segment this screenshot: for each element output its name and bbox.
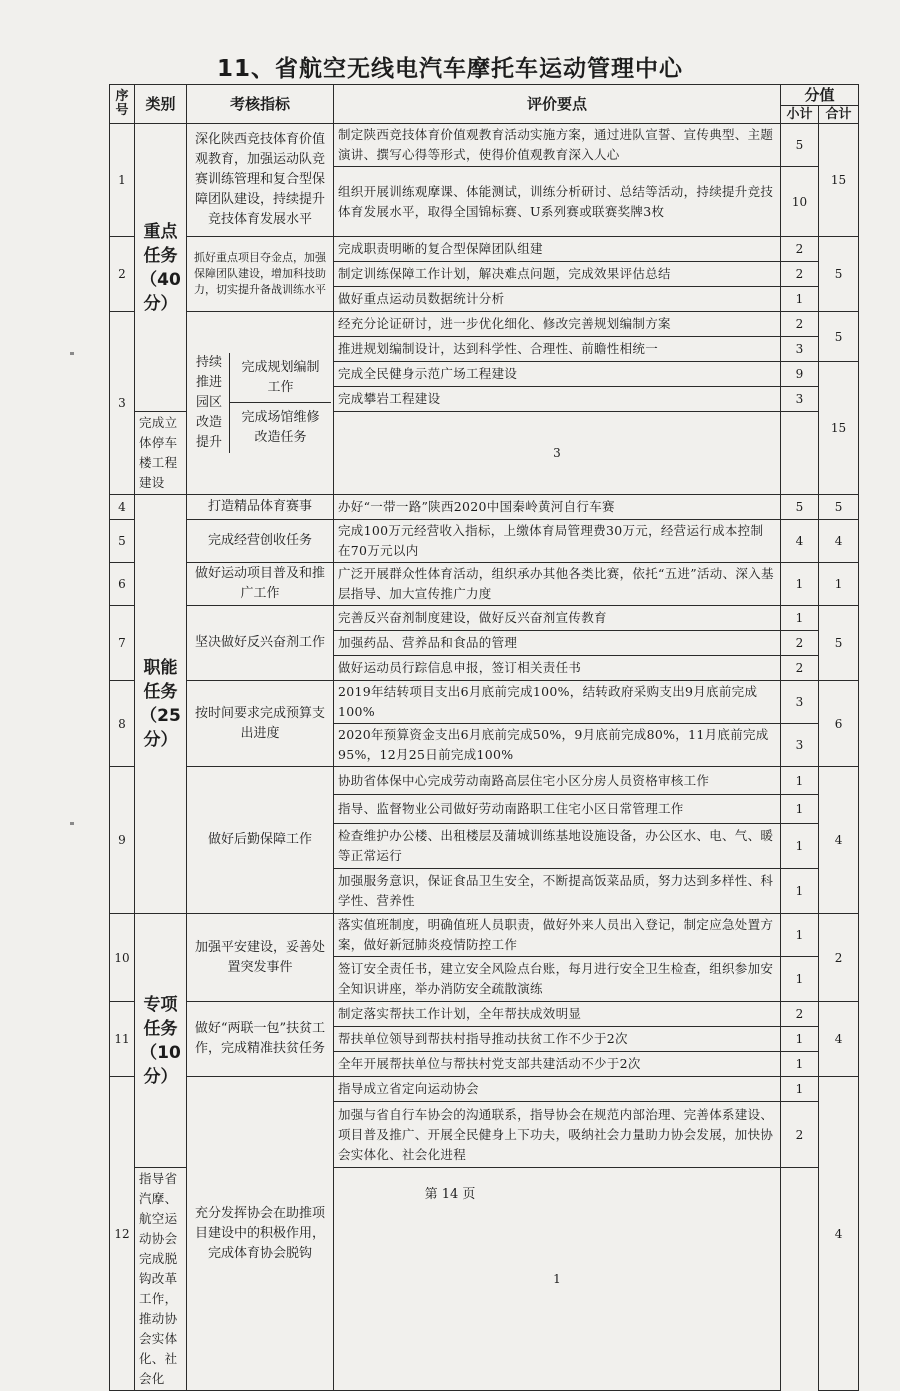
point-cell: 完成全民健身示范广场工程建设 — [334, 362, 781, 387]
subtotal-cell: 1 — [781, 1077, 819, 1102]
header-indicator: 考核指标 — [187, 85, 334, 124]
subtotal-cell: 5 — [781, 495, 819, 520]
total-cell: 6 — [819, 681, 859, 767]
subtotal-cell: 2 — [781, 631, 819, 656]
indicator-cell — [187, 312, 334, 495]
seq-cell: 1 — [110, 124, 135, 237]
subtotal-cell: 1 — [781, 287, 819, 312]
total-cell: 4 — [819, 1077, 859, 1391]
header-total: 合计 — [819, 106, 859, 124]
seq-cell: 2 — [110, 237, 135, 312]
point-cell: 2019年结转项目支出6月底前完成100%，结转政府采购支出9月底前完成100% — [334, 681, 781, 724]
seq-cell: 8 — [110, 681, 135, 767]
subtotal-cell: 2 — [781, 237, 819, 262]
page-title: 11、省航空无线电汽车摩托车运动管理中心 — [216, 56, 683, 82]
indicator-cell: 抓好重点项目夺金点，加强保障团队建设，增加科技助力，切实提升备战训练水平 — [187, 237, 334, 312]
total-cell: 5 — [819, 606, 859, 681]
subtotal-cell: 2 — [781, 1102, 819, 1168]
header-points: 评价要点 — [334, 85, 781, 124]
indicator-cell: 按时间要求完成预算支出进度 — [187, 681, 334, 767]
seq-cell: 3 — [110, 312, 135, 495]
total-cell: 5 — [819, 495, 859, 520]
subtotal-cell: 1 — [334, 1168, 781, 1391]
point-cell: 广泛开展群众性体育活动，组织承办其他各类比赛，依托“五进”活动、深入基层指导、加大宣传推广力度 — [334, 563, 781, 606]
total-cell: 5 — [819, 237, 859, 312]
subtotal-cell: 1 — [781, 1027, 819, 1052]
indicator-cell: 完成经营创收任务 — [187, 520, 334, 563]
point-cell: 指导、监督物业公司做好劳动南路职工住宅小区日常管理工作 — [334, 795, 781, 824]
seq-cell: 11 — [110, 1002, 135, 1077]
point-cell: 全年开展帮扶单位与帮扶村党支部共建活动不少于2次 — [334, 1052, 781, 1077]
subtotal-cell: 1 — [781, 869, 819, 914]
header-category: 类别 — [135, 85, 187, 124]
indicator-text: 深化陕西竞技体育价值观教育，加强运动队竞赛训练管理和复合型保障团队建设，持续提升竞技体育发展水平 — [194, 132, 325, 227]
subtotal-cell: 2 — [781, 1002, 819, 1027]
indicator-cell: 做好后勤保障工作 — [187, 767, 334, 914]
point-cell: 组织开展训练观摩课、体能测试，训练分析研讨、总结等活动，持续提升竞技体育发展水平，取得全国锦标赛、U系列赛或联赛奖牌3枚 — [334, 167, 781, 237]
point-cell: 指导省汽摩、航空运动协会完成脱钩改革工作，推动协会实体化、社会化 — [135, 1168, 187, 1391]
subtotal-cell: 3 — [781, 387, 819, 412]
point-cell: 签订安全责任书，建立安全风险点台账，每月进行安全卫生检查，组织参加安全知识讲座，举办消防安全疏散演练 — [334, 957, 781, 1002]
point-cell: 完成立体停车楼工程建设 — [135, 412, 187, 495]
point-cell: 做好重点运动员数据统计分析 — [334, 287, 781, 312]
subtotal-cell: 1 — [781, 824, 819, 869]
sub-indicator: 完成规划编制工作 — [230, 353, 331, 403]
page-number: 第 14 页 — [424, 1187, 476, 1202]
indicator-cell: 充分发挥协会在助推项目建设中的积极作用，完成体育协会脱钩 — [187, 1077, 334, 1391]
category-key: 重点任务（40分） — [135, 124, 187, 412]
subtotal-cell: 1 — [781, 606, 819, 631]
subtotal-cell: 4 — [781, 520, 819, 563]
point-cell: 推进规划编制设计，达到科学性、合理性、前瞻性相统一 — [334, 337, 781, 362]
sub-indicator: 完成场馆维修改造任务 — [241, 410, 320, 445]
total-cell: 15 — [819, 362, 859, 495]
point-cell: 协助省体保中心完成劳动南路高层住宅小区分房人员资格审核工作 — [334, 767, 781, 795]
subtotal-cell: 10 — [781, 167, 819, 237]
header-score: 分值 — [781, 85, 859, 106]
subtotal-cell: 2 — [781, 262, 819, 287]
seq-cell: 9 — [110, 767, 135, 914]
subtotal-cell: 2 — [781, 312, 819, 337]
indicator-text: 持续推进园区改造提升 — [189, 353, 230, 453]
point-cell: 经充分论证研讨，进一步优化细化、修改完善规划编制方案 — [334, 312, 781, 337]
total-cell: 4 — [819, 1002, 859, 1077]
point-cell: 加强服务意识，保证食品卫生安全，不断提高饭菜品质，努力达到多样性、科学性、营养性 — [334, 869, 781, 914]
point-cell: 落实值班制度，明确值班人员职责，做好外来人员出入登记，制定应急处置方案，做好新冠肺炎疫情防控工作 — [334, 914, 781, 957]
seq-cell: 5 — [110, 520, 135, 563]
subtotal-cell: 1 — [781, 914, 819, 957]
point-cell: 完善反兴奋剂制度建设，做好反兴奋剂宣传教育 — [334, 606, 781, 631]
indicator-cell: 坚决做好反兴奋剂工作 — [187, 606, 334, 681]
subtotal-cell: 1 — [781, 563, 819, 606]
total-cell: 4 — [819, 767, 859, 914]
subtotal-cell: 3 — [781, 681, 819, 724]
indicator-cell: 打造精品体育赛事 — [187, 495, 334, 520]
category-func: 职能任务（25分） — [135, 495, 187, 914]
total-cell: 2 — [819, 914, 859, 1002]
point-cell: 加强与省自行车协会的沟通联系，指导协会在规范内部治理、完善体系建设、项目普及推广、开展全民健身上下功夫，吸纳社会力量助力协会发展，加快协会实体化、社会化进程 — [334, 1102, 781, 1168]
subtotal-cell: 1 — [781, 1052, 819, 1077]
seq-cell: 12 — [110, 1077, 135, 1391]
point-cell: 加强药品、营养品和食品的管理 — [334, 631, 781, 656]
scan-mark — [70, 822, 74, 825]
category-special: 专项任务（10分） — [135, 914, 187, 1168]
point-cell: 指导成立省定向运动协会 — [334, 1077, 781, 1102]
seq-cell: 10 — [110, 914, 135, 1002]
total-cell: 5 — [819, 312, 859, 362]
point-cell: 完成100万元经营收入指标，上缴体育局管理费30万元，经营运行成本控制在70万元以内 — [334, 520, 781, 563]
point-cell: 制定落实帮扶工作计划，全年帮扶成效明显 — [334, 1002, 781, 1027]
point-cell: 做好运动员行踪信息申报，签订相关责任书 — [334, 656, 781, 681]
scan-mark — [70, 352, 74, 355]
seq-cell: 4 — [110, 495, 135, 520]
header-subtotal: 小计 — [781, 106, 819, 124]
indicator-cell: 做好“两联一包”扶贫工作，完成精准扶贫任务 — [187, 1002, 334, 1077]
subtotal-cell: 5 — [781, 124, 819, 167]
total-cell: 15 — [819, 124, 859, 237]
subtotal-cell: 3 — [781, 337, 819, 362]
subtotal-cell: 3 — [781, 724, 819, 767]
point-cell: 帮扶单位领导到帮扶村指导推动扶贫工作不少于2次 — [334, 1027, 781, 1052]
subtotal-cell: 1 — [781, 767, 819, 795]
subtotal-cell: 3 — [334, 412, 781, 495]
point-cell: 办好“一带一路”陕西2020中国秦岭黄河自行车赛 — [334, 495, 781, 520]
sub-indicator-column — [230, 353, 331, 453]
point-cell: 完成攀岩工程建设 — [334, 387, 781, 412]
indicator-cell: 加强平安建设，妥善处置突发事件 — [187, 914, 334, 1002]
subtotal-cell: 9 — [781, 362, 819, 387]
indicator-cell: 做好运动项目普及和推广工作 — [187, 563, 334, 606]
point-cell: 完成职责明晰的复合型保障团队组建 — [334, 237, 781, 262]
total-cell: 1 — [819, 563, 859, 606]
point-cell: 制定陕西竞技体育价值观教育活动实施方案，通过进队宣誓、宣传典型、主题演讲、撰写心得等形式，使得价值观教育深入人心 — [334, 124, 781, 167]
total-cell: 4 — [819, 520, 859, 563]
header-seq: 序号 — [110, 85, 135, 124]
subtotal-cell: 2 — [781, 656, 819, 681]
subtotal-cell: 1 — [781, 957, 819, 1002]
point-cell: 2020年预算资金支出6月底前完成50%，9月底前完成80%，11月底前完成95%，12月25日前完成100% — [334, 724, 781, 767]
point-cell: 检查维护办公楼、出租楼层及蒲城训练基地设施设备，办公区水、电、气、暖等正常运行 — [334, 824, 781, 869]
seq-cell: 7 — [110, 606, 135, 681]
point-cell: 制定训练保障工作计划，解决难点问题，完成效果评估总结 — [334, 262, 781, 287]
indicator-cell — [187, 124, 334, 237]
seq-cell: 6 — [110, 563, 135, 606]
subtotal-cell: 1 — [781, 795, 819, 824]
